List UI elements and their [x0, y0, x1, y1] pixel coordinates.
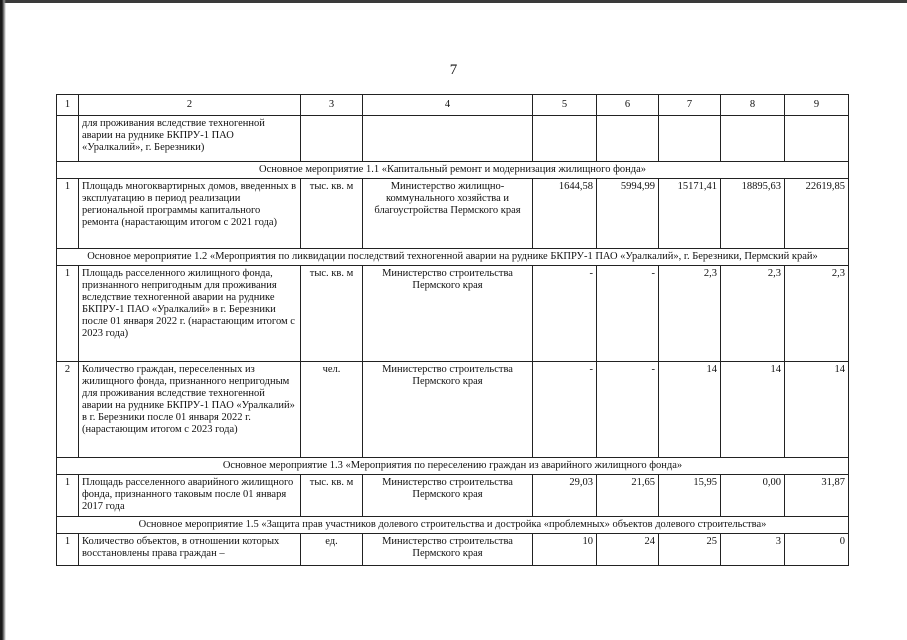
unit-cell: тыс. кв. м	[301, 475, 363, 517]
value-col8	[721, 116, 785, 162]
row-number: 1	[57, 266, 79, 362]
responsible-org	[363, 116, 533, 162]
indicator-name: Количество объектов, в отношении которых восстановлены права граждан –	[79, 534, 301, 566]
table-row	[57, 266, 849, 362]
value-col8: 14	[721, 362, 785, 458]
header-cell: 7	[659, 95, 721, 116]
responsible-org: Министерство строительства Пермского края	[363, 362, 533, 458]
row-number: 1	[57, 179, 79, 249]
section-row	[57, 249, 849, 266]
section-heading: Основное мероприятие 1.1 «Капитальный ремонт и модернизация жилищного фонда»	[57, 162, 849, 179]
value-col7: 2,3	[659, 266, 721, 362]
responsible-org: Министерство строительства Пермского края	[363, 534, 533, 566]
table-row	[57, 116, 849, 162]
value-col6: -	[597, 266, 659, 362]
value-col8: 2,3	[721, 266, 785, 362]
value-col5: 10	[533, 534, 597, 566]
value-col5: 29,03	[533, 475, 597, 517]
scan-edge-left	[0, 0, 6, 640]
unit-cell	[301, 116, 363, 162]
section-heading: Основное мероприятие 1.2 «Мероприятия по ликвидации последствий техногенной аварии на руднике БКПРУ-1 ПАО «Уралкалий», г. Березники, Пермский край»	[57, 249, 849, 266]
section-row	[57, 162, 849, 179]
value-col9: 2,3	[785, 266, 849, 362]
header-cell: 6	[597, 95, 659, 116]
table-row	[57, 534, 849, 566]
header-cell: 3	[301, 95, 363, 116]
value-col8: 0,00	[721, 475, 785, 517]
indicator-name: Площадь расселенного аварийного жилищного фонда, признанного таковым после 01 января 2017 года	[79, 475, 301, 517]
unit-cell: тыс. кв. м	[301, 179, 363, 249]
value-col6: 21,65	[597, 475, 659, 517]
indicator-name: Площадь расселенного жилищного фонда, признанного непригодным для проживания вследствие техногенной аварии на руднике БКПРУ-1 ПАО «Уралкалий» в г. Березники после 01 января 2022 г. (нарастающим итогом с 2023 года)	[79, 266, 301, 362]
section-row	[57, 458, 849, 475]
table-row	[57, 362, 849, 458]
row-number: 2	[57, 362, 79, 458]
unit-cell: тыс. кв. м	[301, 266, 363, 362]
table-header-row	[57, 95, 849, 116]
value-col7: 15,95	[659, 475, 721, 517]
responsible-org: Министерство строительства Пермского края	[363, 475, 533, 517]
value-col5	[533, 116, 597, 162]
row-number	[57, 116, 79, 162]
unit-cell: чел.	[301, 362, 363, 458]
table-row	[57, 475, 849, 517]
table-row	[57, 179, 849, 249]
indicator-name: Площадь многоквартирных домов, введенных в эксплуатацию в период реализации региональной программы капитального ремонта (нарастающим итогом с 2021 года)	[79, 179, 301, 249]
section-row	[57, 517, 849, 534]
value-col7: 15171,41	[659, 179, 721, 249]
header-cell: 9	[785, 95, 849, 116]
page-number: 7	[449, 62, 458, 78]
value-col7	[659, 116, 721, 162]
row-number: 1	[57, 475, 79, 517]
indicator-name: Количество граждан, переселенных из жилищного фонда, признанного непригодным для проживания вследствие техногенной аварии на руднике БКПРУ-1 ПАО «Уралкалий» в г. Березники после 01 января 2022 г. (нарастающим итогом с 2023 года)	[79, 362, 301, 458]
indicator-name: для проживания вследствие техногенной аварии на руднике БКПРУ-1 ПАО «Уралкалий», г. Березники)	[79, 116, 301, 162]
scan-edge-top	[0, 0, 907, 3]
value-col5: 1644,58	[533, 179, 597, 249]
value-col6: 24	[597, 534, 659, 566]
header-cell: 4	[363, 95, 533, 116]
value-col9: 0	[785, 534, 849, 566]
responsible-org: Министерство жилищно-коммунального хозяйства и благоустройства Пермского края	[363, 179, 533, 249]
value-col9	[785, 116, 849, 162]
value-col8: 18895,63	[721, 179, 785, 249]
header-cell: 1	[57, 95, 79, 116]
value-col9: 22619,85	[785, 179, 849, 249]
value-col6: -	[597, 362, 659, 458]
value-col8: 3	[721, 534, 785, 566]
value-col5: -	[533, 266, 597, 362]
value-col5: -	[533, 362, 597, 458]
value-col6	[597, 116, 659, 162]
value-col7: 14	[659, 362, 721, 458]
responsible-org: Министерство строительства Пермского края	[363, 266, 533, 362]
value-col9: 31,87	[785, 475, 849, 517]
row-number: 1	[57, 534, 79, 566]
value-col9: 14	[785, 362, 849, 458]
indicators-table	[56, 94, 849, 566]
header-cell: 5	[533, 95, 597, 116]
value-col7: 25	[659, 534, 721, 566]
section-heading: Основное мероприятие 1.5 «Защита прав участников долевого строительства и достройка «проблемных» объектов долевого строительства»	[57, 517, 849, 534]
unit-cell: ед.	[301, 534, 363, 566]
value-col6: 5994,99	[597, 179, 659, 249]
header-cell: 2	[79, 95, 301, 116]
section-heading: Основное мероприятие 1.3 «Мероприятия по переселению граждан из аварийного жилищного фонда»	[57, 458, 849, 475]
header-cell: 8	[721, 95, 785, 116]
